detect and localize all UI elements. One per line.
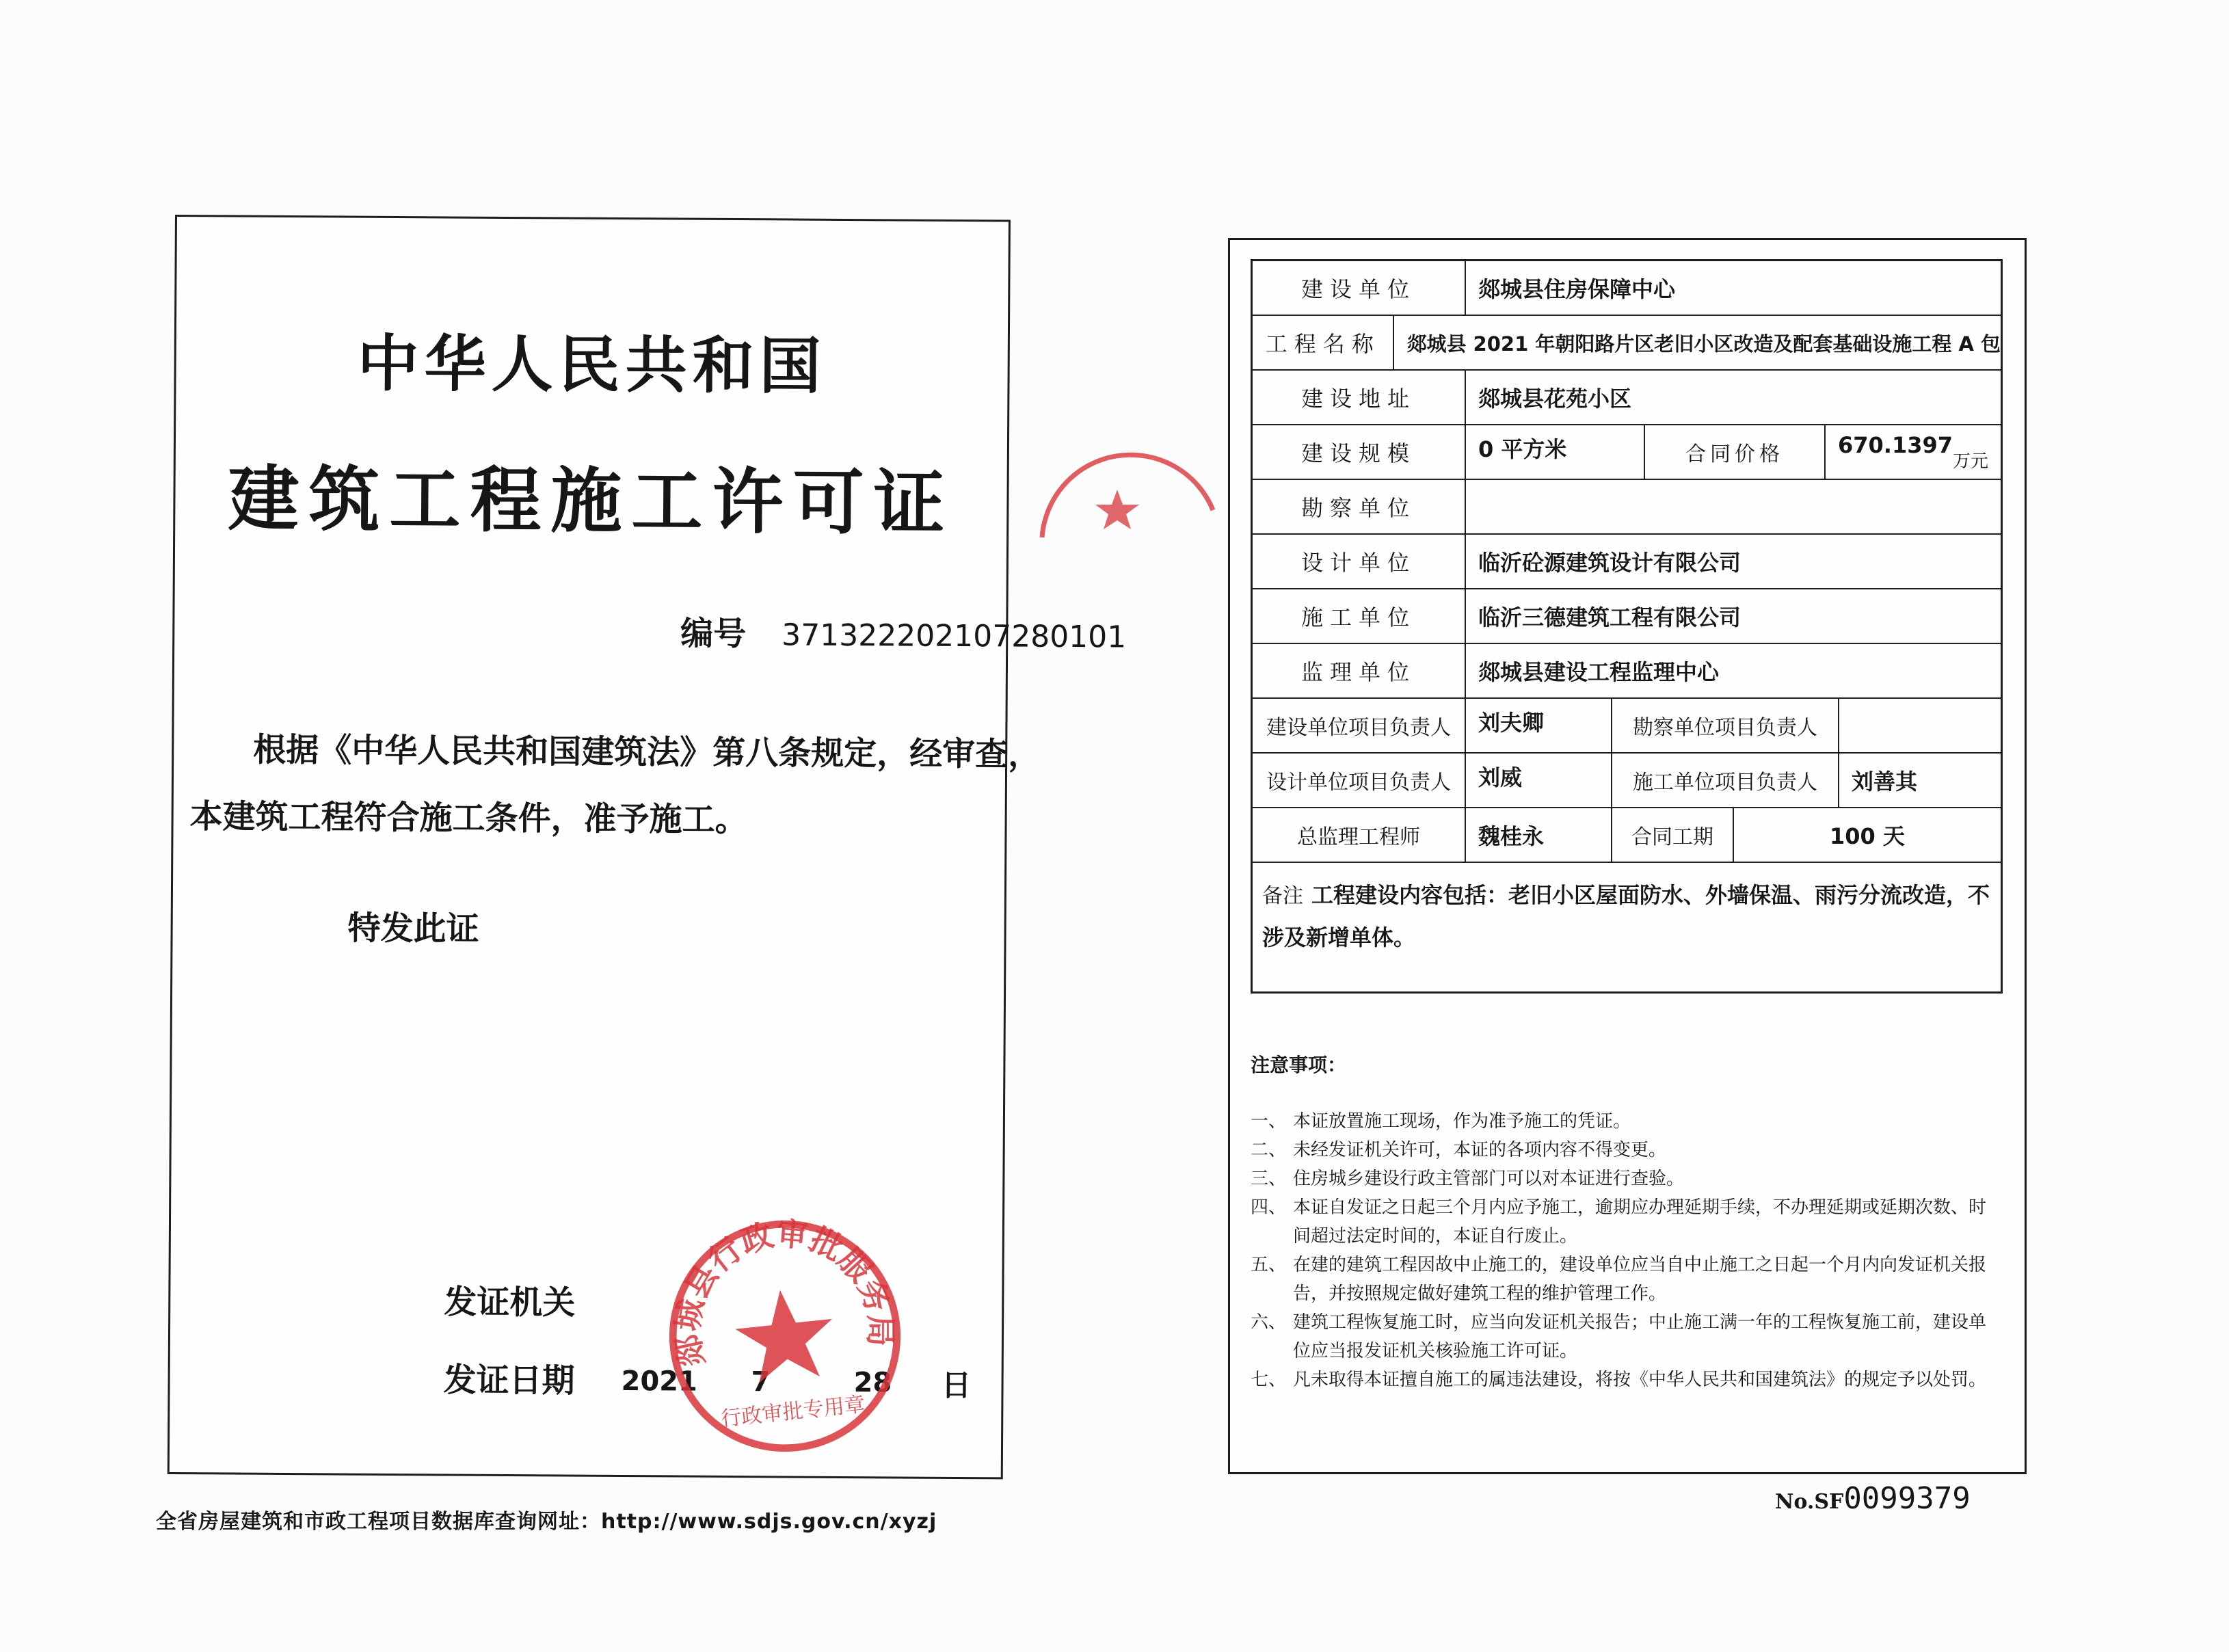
permit-number [680,607,1126,657]
label-project-name: 工程名称 [1253,316,1394,369]
remarks-label: 备注 [1262,884,1303,908]
note-item [1251,1308,2003,1365]
label-address: 建设地址 [1253,371,1466,424]
value-contract-duration: 100 天 [1830,823,1905,849]
row-scale [1253,425,2001,480]
remarks-text: 工程建设内容包括：老旧小区屋面防水、外墙保温、雨污分流改造，不涉及新增单体。 [1262,882,1990,950]
note-item [1251,1251,2003,1308]
row-construction-pm [1253,699,2001,754]
legal-statement-line-1: 根据《中华人民共和国建筑法》第八条规定，经审查， [253,730,1041,774]
value-builder-unit: 临沂三德建筑工程有限公司 [1478,604,1741,630]
issue-date-day-char: 日 [941,1368,972,1404]
row-design-pm [1253,754,2001,808]
official-seal-stamp [651,1202,918,1469]
note-item [1251,1136,2003,1164]
serial-number [1775,1481,1971,1516]
value-scale: 0 平方米 [1466,425,1645,479]
value-builder-pm: 刘善其 [1852,769,1918,795]
permit-number-label: 编号 [680,614,747,654]
value-survey-unit [1466,480,2001,533]
serial-prefix: No.SF [1775,1490,1844,1514]
note-item [1251,1193,2003,1251]
issue-date-year: 2021 [621,1365,698,1398]
seam-star-icon [1095,490,1139,529]
country-name: 中华人民共和国 [357,327,827,403]
notes-section [1251,1051,2003,1394]
row-survey-unit [1253,480,2001,535]
note-number: 二、 [1251,1140,1287,1160]
value-supervision-unit: 郯城县建设工程监理中心 [1478,659,1720,685]
row-address [1253,371,2001,425]
value-survey-pm [1839,699,2001,752]
note-item [1251,1107,2003,1136]
note-text: 未经发证机关许可，本证的各项内容不得变更。 [1293,1140,1667,1160]
label-survey-pm: 勘察单位项目负责人 [1612,699,1839,752]
seal-subtext: 行政审批专用章 [719,1392,866,1432]
row-builder-unit [1253,589,2001,644]
note-number: 四、 [1251,1197,1287,1218]
issuer-label: 发证机关 [444,1283,576,1322]
note-text: 建筑工程恢复施工时，应当向发证机关报告；中止施工满一年的工程恢复施工前，建设单位应当报发证机关核验施工许可证。 [1293,1312,1987,1361]
value-construction-pm: 刘夫卿 [1466,699,1612,752]
note-number: 七、 [1251,1370,1287,1390]
note-text: 住房城乡建设行政主管部门可以对本证进行查验。 [1293,1169,1685,1189]
special-issue-text: 特发此证 [347,909,479,948]
label-survey-unit: 勘察单位 [1253,480,1466,533]
note-number: 三、 [1251,1169,1287,1189]
issue-date-label: 发证日期 [443,1361,575,1400]
database-website-line: 全省房屋建筑和市政工程项目数据库查询网址：http://www.sdjs.gov.cn/xyzj [156,1510,937,1534]
label-construction-pm: 建设单位项目负责人 [1253,699,1466,752]
contract-price-amount: 670.1397 [1838,432,1953,458]
seam-seal-stamp [1015,408,1220,565]
issue-date-month: 7 [751,1366,771,1398]
note-number: 五、 [1251,1255,1287,1275]
value-design-pm: 刘威 [1466,754,1612,807]
label-design-unit: 设计单位 [1253,535,1466,588]
row-supervision-unit [1253,644,2001,699]
seal-text: 郯城县行政审批服务局 [669,1214,899,1370]
label-contract-duration: 合同工期 [1612,808,1734,862]
label-chief-supervisor: 总监理工程师 [1253,808,1466,862]
note-text: 本证放置施工现场，作为准予施工的凭证。 [1293,1111,1631,1132]
value-address: 郯城县花苑小区 [1478,386,1632,412]
row-design-unit [1253,535,2001,589]
value-contract-price [1826,425,2001,479]
permit-number-value: 371322202107280101 [782,617,1127,655]
label-contract-price: 合同价格 [1645,425,1826,479]
note-text: 凡未取得本证擅自施工的属违法建设，将按《中华人民共和国建筑法》的规定予以处罚。 [1293,1370,1987,1390]
note-text: 本证自发证之日起三个月内应予施工，逾期应办理延期手续，不办理延期或延期次数、时间超过法定时间的，本证自行废止。 [1293,1197,1987,1247]
seal-star-icon [732,1285,838,1385]
legal-statement-line-2: 本建筑工程符合施工条件，准予施工。 [189,797,748,840]
row-project-name [1253,316,2001,371]
row-construction-unit [1253,261,2001,316]
note-number: 六、 [1251,1312,1287,1333]
notes-title: 注意事项： [1251,1054,1347,1076]
label-builder-unit: 施工单位 [1253,589,1466,643]
label-scale: 建设规模 [1253,425,1466,479]
value-construction-unit: 郯城县住房保障中心 [1478,276,1676,302]
issue-date-day: 28 [853,1367,892,1399]
label-supervision-unit: 监理单位 [1253,644,1466,697]
note-number: 一、 [1251,1111,1287,1132]
remarks-box [1253,863,2001,991]
note-item [1251,1365,2003,1394]
note-text: 在建的建筑工程因故中止施工的，建设单位应当自中止施工之日起一个月内向发证机关报告，并按照规定做好建筑工程的维护管理工作。 [1293,1255,1987,1304]
note-item [1251,1164,2003,1193]
contract-price-unit: 万元 [1953,451,1989,472]
label-design-pm: 设计单位项目负责人 [1253,754,1466,807]
label-construction-unit: 建设单位 [1253,261,1466,315]
serial-value: 0099379 [1843,1481,1971,1516]
row-chief-supervisor [1253,808,2001,863]
value-project-name: 郯城县 2021 年朝阳路片区老旧小区改造及配套基础设施工程 A 包 [1406,332,2001,356]
label-builder-pm: 施工单位项目负责人 [1612,754,1839,807]
value-chief-supervisor: 魏桂永 [1466,808,1612,862]
permit-info-table [1251,259,2003,994]
document-title: 建筑工程施工许可证 [228,456,955,545]
value-design-unit: 临沂砼源建筑设计有限公司 [1478,550,1741,576]
permit-details-page [1228,238,2027,1474]
